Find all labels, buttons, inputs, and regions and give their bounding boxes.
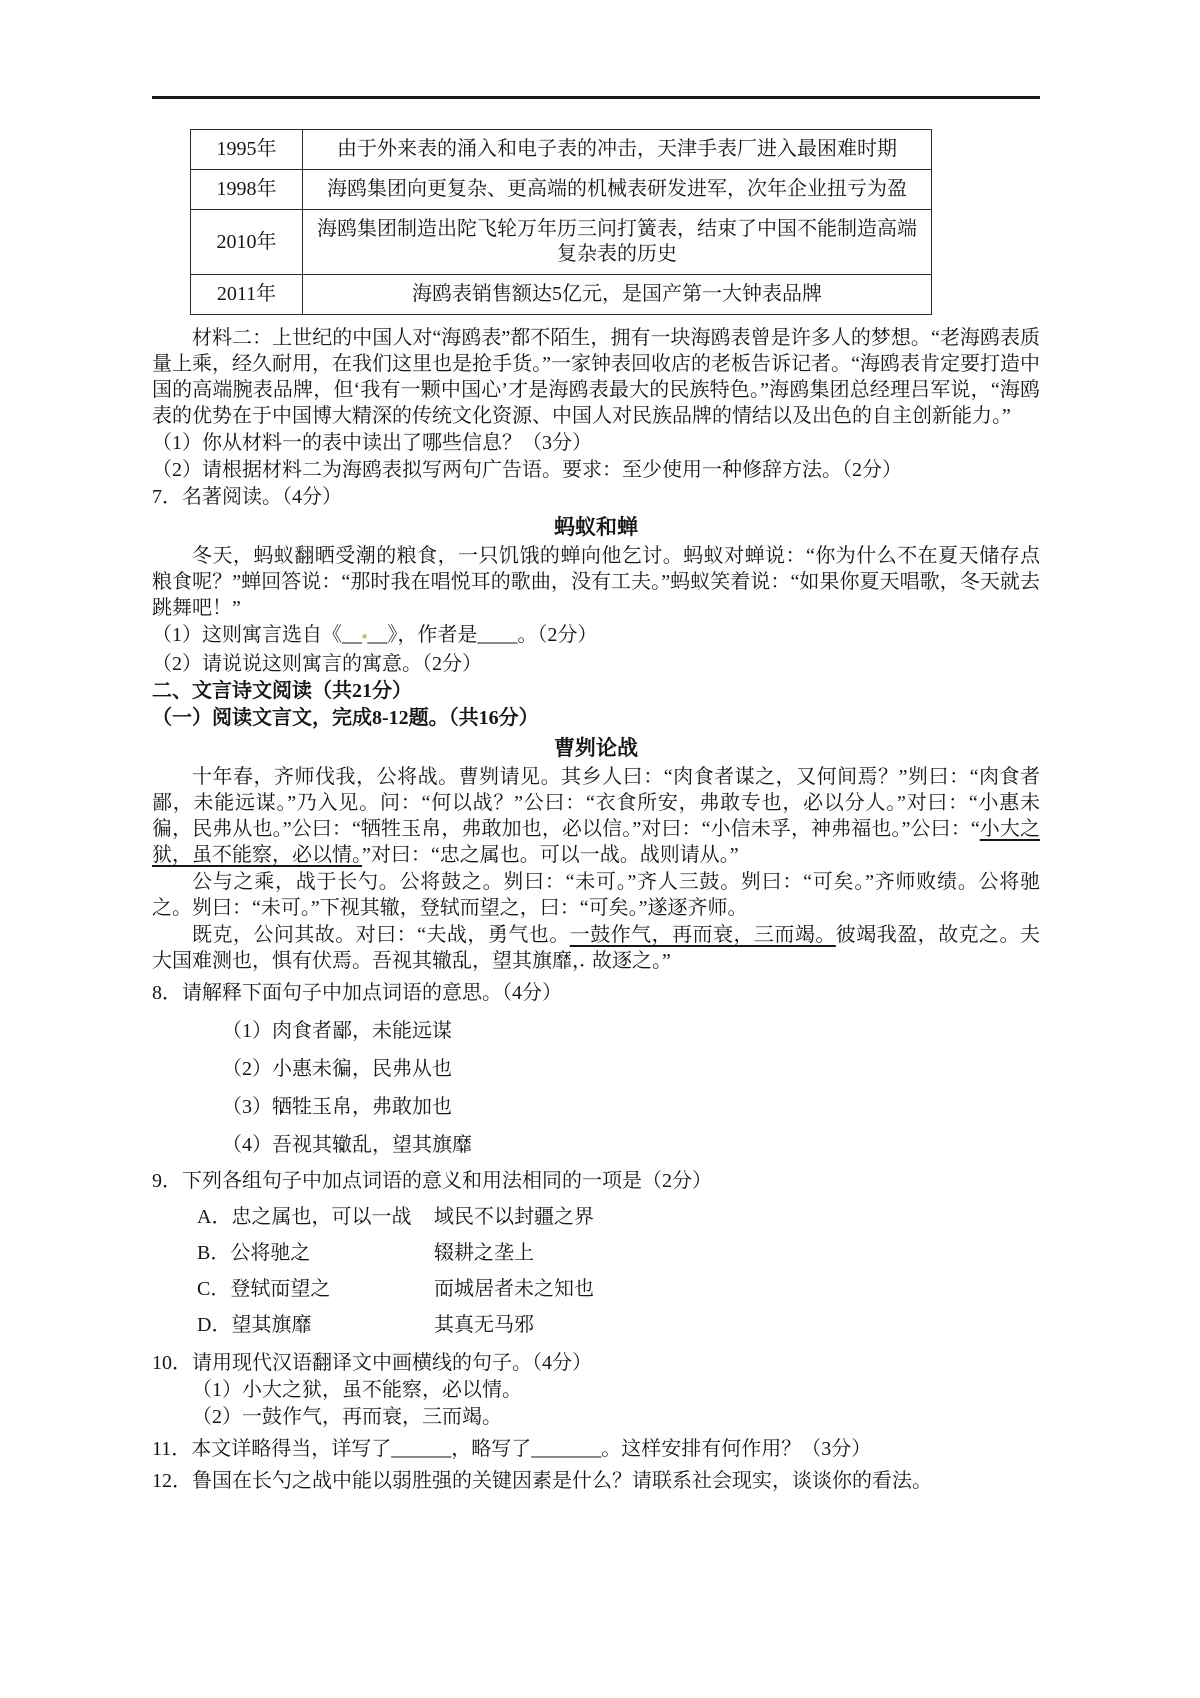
question-10-header: 10．请用现代汉语翻译文中画横线的句子。（4分） xyxy=(152,1352,592,1374)
option-left-phrase: D．望其 •旗靡 xyxy=(197,1312,434,1338)
fable-title: 蚂蚁和蝉 xyxy=(554,515,638,539)
question-7-item-2: （2）请说说这则寓言的寓意。（2分） xyxy=(152,653,482,675)
table-row xyxy=(191,210,932,275)
question-8-item-4: （4）吾视其辙 •乱，望其旗靡 • xyxy=(222,1132,1040,1158)
classical-paragraph-1: 十年春，齐师伐我，公将战。曹刿请见。其乡人曰：“肉食者谋之，又何间焉？”刿曰：“肉食者鄙，未能远谋。”乃入见。问：“何以战？”公曰：“衣食所安，弗敢专也，必以分人。”对曰：“小惠未徧，民弗从也。”公曰：“牺牲玉帛，弗敢加也，必以信。”对曰：“小信未孚，神弗福也。”公曰：“小大之狱，虽不能察，必以情。”对曰：“忠之属也。可以一战。战则请从。” xyxy=(152,766,1040,866)
question-9-option-a xyxy=(197,1204,1040,1230)
option-right-phrase: 辍耕之 •垄上 xyxy=(434,1240,1040,1266)
year-cell: 2010年 xyxy=(191,210,303,275)
option-right-phrase: 域民不以 •封疆之界 xyxy=(434,1204,1040,1230)
question-10-item-2: （2）一鼓作气，再而衰，三而竭。 xyxy=(192,1406,502,1428)
event-cell: 由于外来表的涌入和电子表的冲击，天津手表厂进入最困难时期 xyxy=(303,130,932,170)
question-9-header: 9．下列各组句子中加点词语的意义和用法相同的一项是（2分） xyxy=(152,1170,712,1192)
header-divider xyxy=(152,96,1040,99)
question-6-item-2: （2）请根据材料二为海鸥表拟写两句广告语。要求：至少使用一种修辞方法。（2分） xyxy=(152,459,902,481)
event-cell: 海鸥集团制造出陀飞轮万年历三问打簧表，结束了中国不能制造高端复杂表的历史 xyxy=(303,210,932,275)
seagull-timeline-table xyxy=(190,129,932,315)
section-two-subheader: （一）阅读文言文，完成8-12题。（共16分） xyxy=(152,707,539,729)
question-7-header: 7．名著阅读。（4分） xyxy=(152,486,342,508)
page-content xyxy=(152,96,1040,1495)
option-left-phrase: B．公将驰之 • xyxy=(197,1240,434,1266)
table-row xyxy=(191,130,932,170)
year-cell: 1998年 xyxy=(191,170,303,210)
question-10-item-1: （1）小大之狱，虽不能察，必以情。 xyxy=(192,1379,522,1401)
question-11: 11．本文详略得当，详写了______，略写了_______。这样安排有何作用？（3分） xyxy=(152,1438,872,1460)
question-8-item-3: （3）牺 •牲 •玉帛，弗敢加也 xyxy=(222,1094,1040,1120)
question-8-item-1: （1）肉食者鄙 •，未能远谋 xyxy=(222,1018,1040,1044)
classical-paragraph-2: 公与之乘，战于长勺。公将鼓之。刿曰：“未可。”齐人三鼓。刿曰：“可矣。”齐师败绩。公将驰之。刿曰：“未可。”下视其辙，登轼而望之，曰：“可矣。”遂逐齐师。 xyxy=(152,871,1040,919)
question-9-option-d xyxy=(197,1312,1040,1338)
question-12: 12．鲁国在长勺之战中能以弱胜强的关键因素是什么？请联系社会现实，谈谈你的看法。 xyxy=(152,1470,932,1492)
classical-text-title: 曹刿论战 xyxy=(554,736,638,760)
section-two-header: 二、文言诗文阅读（共21分） xyxy=(152,680,412,702)
year-cell: 2011年 xyxy=(191,275,303,315)
question-9-option-c xyxy=(197,1276,1040,1302)
event-cell: 海鸥集团向更复杂、更高端的机械表研发进军，次年企业扭亏为盈 xyxy=(303,170,932,210)
table-row xyxy=(191,170,932,210)
question-8-header: 8．请解释下面句子中加点词语的意思。（4分） xyxy=(152,982,562,1004)
event-cell: 海鸥表销售额达5亿元，是国产第一大钟表品牌 xyxy=(303,275,932,315)
fable-text: 冬天，蚂蚁翻晒受潮的粮食，一只饥饿的蝉向他乞讨。蚂蚁对蝉说：“你为什么不在夏天储存点粮食呢？”蝉回答说：“那时我在唱悦耳的歌曲，没有工夫。”蚂蚁笑着说：“如果你夏天唱歌，冬天就去跳舞吧！” xyxy=(152,545,1040,619)
question-6-item-1: （1）你从材料一的表中读出了哪些信息？（3分） xyxy=(152,432,592,454)
question-7-item-1: （1）这则寓言选自《__▪__》，作者是____。（2分） xyxy=(152,624,598,646)
option-left-phrase: A．忠之属也，可以 •一战 xyxy=(197,1204,434,1230)
option-left-phrase: C．登轼而 •望之 xyxy=(197,1276,434,1302)
question-8-item-2: （2）小惠未徧 •，民弗从也 xyxy=(222,1056,1040,1082)
option-right-phrase: 而 •城居者未之知也 xyxy=(434,1276,1040,1302)
year-cell: 1995年 xyxy=(191,130,303,170)
classical-paragraph-3: 既克，公问其故。对曰：“夫战，勇气也。一鼓作气，再而衰，三而竭。彼竭我盈，故克之。夫大国难测也，惧有伏焉。吾视其辙 •乱，望其旗靡 •，故逐之。” xyxy=(152,922,1040,974)
option-right-phrase: 其 •真无马邪 xyxy=(434,1312,1040,1338)
material-two-paragraph: 材料二：上世纪的中国人对“海鸥表”都不陌生，拥有一块海鸥表曾是许多人的梦想。“老海鸥表质量上乘，经久耐用，在我们这里也是抢手货。”一家钟表回收店的老板告诉记者。“海鸥表肯定要打造中国的高端腕表品牌，但‘我有一颗中国心’才是海鸥表最大的民族特色。”海鸥集团总经理吕军说，“海鸥表的优势在于中国博大精深的传统文化资源、中国人对民族品牌的情结以及出色的自主创新能力。” xyxy=(152,327,1040,427)
question-9-option-b xyxy=(197,1240,1040,1266)
table-row xyxy=(191,275,932,315)
